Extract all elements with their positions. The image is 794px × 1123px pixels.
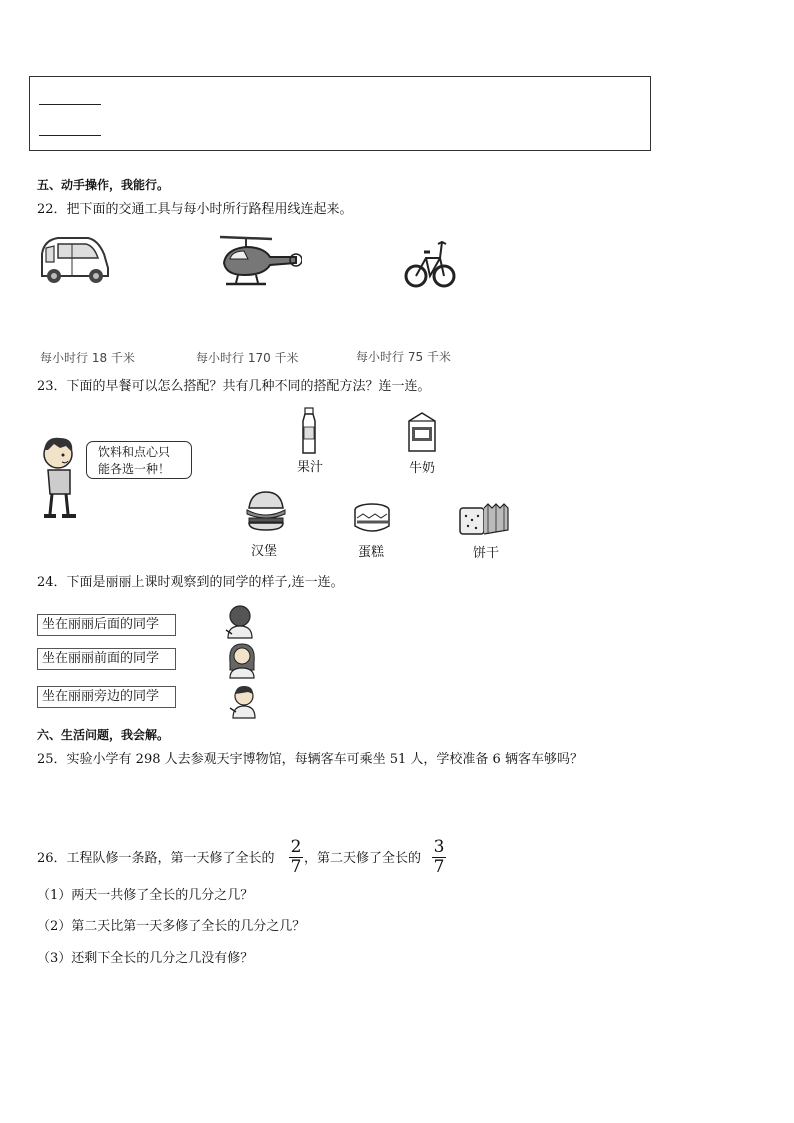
q23-text: 23．下面的早餐可以怎么搭配？共有几种不同的搭配方法？连一连。: [37, 379, 431, 394]
section-six-heading: 六、生活问题，我会解。: [37, 728, 170, 742]
q26-text-part1: 26．工程队修一条路，第一天修了全长的: [37, 851, 275, 866]
biscuit-label: 饼干: [473, 546, 500, 561]
seat-option-beside[interactable]: 坐在丽丽旁边的同学: [37, 686, 176, 708]
speech-line-2: 能各选一种！: [98, 462, 171, 476]
car-icon: [36, 232, 112, 288]
biscuit-icon: [458, 500, 512, 536]
fraction-2-denominator: 7: [433, 857, 445, 877]
q26-sub-2: （2）第二天比第一天多修了全长的几分之几？: [37, 919, 306, 934]
speech-line-1: 饮料和点心只: [98, 445, 171, 459]
student-side-icon: [228, 684, 258, 720]
speech-bubble: [86, 441, 192, 479]
bicycle-icon: [404, 232, 456, 290]
milk-label: 牛奶: [409, 461, 436, 476]
cake-icon: [353, 502, 391, 534]
student-back-icon: [222, 604, 258, 640]
cake-label: 蛋糕: [358, 545, 385, 560]
speed-label-75: 每小时行 75 千米: [356, 350, 451, 364]
q26-sub-1: （1）两天一共修了全长的几分之几？: [37, 888, 254, 903]
section-five-heading: 五、动手操作，我能行。: [37, 178, 170, 192]
answer-blank-1[interactable]: [39, 104, 101, 105]
seat-option-behind[interactable]: 坐在丽丽后面的同学: [37, 614, 176, 636]
fraction-two-sevenths: [289, 839, 303, 876]
seat-option-front[interactable]: 坐在丽丽前面的同学: [37, 648, 176, 670]
fraction-1-numerator: 2: [290, 837, 302, 857]
boy-icon: [36, 432, 92, 522]
q24-text: 24．下面是丽丽上课时观察到的同学的样子,连一连。: [37, 575, 344, 590]
q25-text: 25．实验小学有 298 人去参观天宇博物馆，每辆客车可乘坐 51 人，学校准备 6 辆客车够吗？: [37, 752, 583, 767]
fraction-three-sevenths: [432, 839, 446, 876]
q26-text-part2: ，第二天修了全长的: [304, 851, 422, 866]
q22-text: 22．把下面的交通工具与每小时所行路程用线连起来。: [37, 202, 353, 217]
hamburger-icon: [245, 490, 287, 532]
juice-label: 果汁: [297, 460, 324, 475]
student-front-icon: [226, 642, 258, 680]
hamburger-label: 汉堡: [251, 544, 278, 559]
fraction-1-denominator: 7: [290, 857, 302, 877]
helicopter-icon: [216, 231, 302, 291]
fraction-2-numerator: 3: [433, 837, 445, 857]
juice-bottle-icon: [299, 407, 319, 455]
answer-blank-2[interactable]: [39, 135, 101, 136]
milk-carton-icon: [405, 411, 439, 453]
speed-label-170: 每小时行 170 千米: [196, 351, 299, 365]
q26-sub-3: （3）还剩下全长的几分之几没有修？: [37, 951, 254, 966]
answer-box: [29, 76, 651, 151]
speed-label-18: 每小时行 18 千米: [40, 351, 135, 365]
